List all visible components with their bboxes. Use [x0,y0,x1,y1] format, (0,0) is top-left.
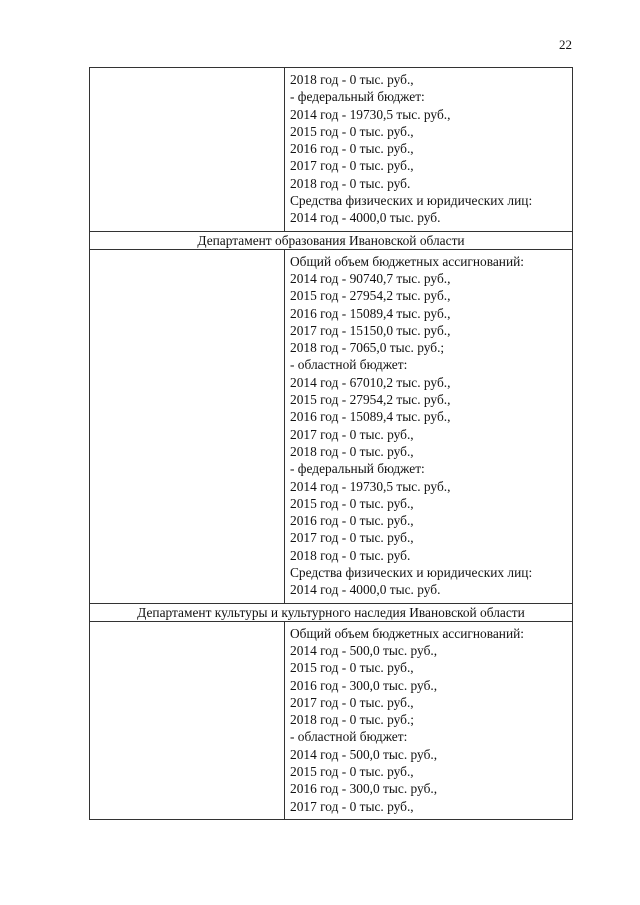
budget-table [89,67,573,820]
budget-line: 2014 год - 4000,0 тыс. руб. [290,210,441,226]
budget-lines [285,250,572,603]
section-title-culture: Департамент культуры и культурного наследия Ивановской области [90,603,573,621]
budget-line: 2018 год - 0 тыс. руб., [290,443,414,459]
budget-lines [285,622,572,819]
empty-cell [90,68,285,232]
budget-line: - федеральный бюджет: [290,89,425,105]
budget-line: 2014 год - 500,0 тыс. руб., [290,746,438,762]
budget-line: 2015 год - 0 тыс. руб., [290,123,414,139]
budget-line: - областной бюджет: [290,729,408,745]
budget-line: 2017 год - 0 тыс. руб., [290,798,414,814]
budget-lines [285,68,572,231]
budget-line: 2016 год - 300,0 тыс. руб., [290,781,438,797]
budget-line: 2018 год - 7065,0 тыс. руб.; [290,340,445,356]
budget-line: 2014 год - 4000,0 тыс. руб. [290,582,441,598]
budget-line: 2018 год - 0 тыс. руб. [290,547,411,563]
empty-cell [90,621,285,819]
budget-cell [285,621,573,819]
section-header-row [90,231,573,249]
budget-line: - областной бюджет: [290,357,408,373]
budget-line: 2016 год - 0 тыс. руб., [290,141,414,157]
budget-line: 2015 год - 27954,2 тыс. руб., [290,288,451,304]
budget-cell [285,68,573,232]
budget-line: 2015 год - 0 тыс. руб., [290,495,414,511]
budget-line: 2017 год - 0 тыс. руб., [290,530,414,546]
budget-line: Средства физических и юридических лиц: [290,565,533,581]
budget-line: 2014 год - 19730,5 тыс. руб., [290,478,451,494]
table-row [90,68,573,232]
budget-line: 2014 год - 90740,7 тыс. руб., [290,270,451,286]
budget-line: Общий объем бюджетных ассигнований: [290,253,525,269]
budget-line: 2017 год - 15150,0 тыс. руб., [290,322,451,338]
budget-line: 2017 год - 0 тыс. руб., [290,158,414,174]
budget-line: 2015 год - 27954,2 тыс. руб., [290,392,451,408]
budget-line: 2016 год - 0 тыс. руб., [290,513,414,529]
budget-line: 2014 год - 67010,2 тыс. руб., [290,374,451,390]
budget-line: 2017 год - 0 тыс. руб., [290,426,414,442]
page-number: 22 [559,37,572,52]
budget-line: Средства физических и юридических лиц: [290,193,533,209]
table-row [90,249,573,603]
budget-line: 2014 год - 500,0 тыс. руб., [290,642,438,658]
budget-line: 2018 год - 0 тыс. руб.; [290,712,415,728]
budget-line: - федеральный бюджет: [290,461,425,477]
budget-line: 2017 год - 0 тыс. руб., [290,694,414,710]
budget-line: 2016 год - 15089,4 тыс. руб., [290,409,451,425]
budget-line: 2016 год - 300,0 тыс. руб., [290,677,438,693]
section-header-row [90,603,573,621]
budget-line: 2018 год - 0 тыс. руб. [290,175,411,191]
section-title-education: Департамент образования Ивановской области [90,231,573,249]
budget-line: 2015 год - 0 тыс. руб., [290,660,414,676]
budget-cell [285,249,573,603]
budget-line: Общий объем бюджетных ассигнований: [290,625,525,641]
empty-cell [90,249,285,603]
budget-line: 2014 год - 19730,5 тыс. руб., [290,106,451,122]
budget-line: 2018 год - 0 тыс. руб., [290,72,414,87]
budget-line: 2016 год - 15089,4 тыс. руб., [290,305,451,321]
budget-line: 2015 год - 0 тыс. руб., [290,763,414,779]
table-row [90,621,573,819]
